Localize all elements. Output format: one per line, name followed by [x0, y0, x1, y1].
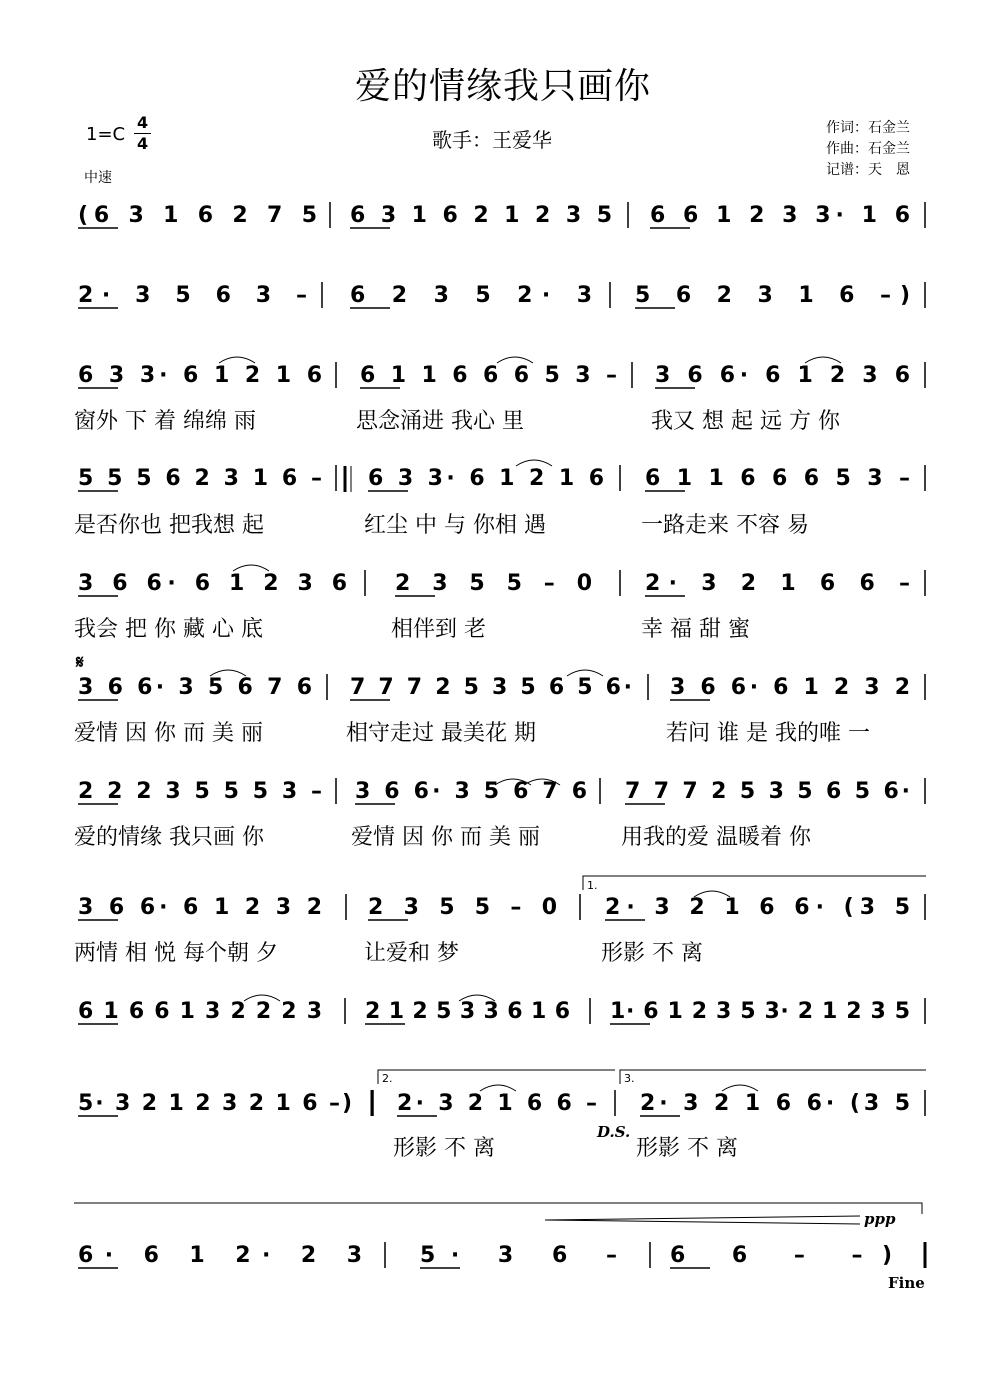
volta-bracket [620, 1070, 926, 1084]
measure-notes: 2· 3 2 1 6 6 – [397, 1091, 597, 1116]
measure-notes: 7 7 7 2 5 3 5 6 5 6· [625, 779, 910, 804]
measure-notes: 6 1 1 6 6 6 5 3 – [645, 466, 910, 491]
lyric-line: 形影 不 离 [636, 1136, 738, 1161]
singer-label: 歌手：王爱华 [432, 128, 552, 152]
measure-notes: 6 2 3 5 2· 3 [350, 283, 592, 308]
dynamic-marking: ppp [864, 1210, 896, 1228]
measure-notes: 6· 6 1 2· 2 3 [78, 1243, 362, 1268]
ds-marking: D.S. [597, 1123, 631, 1141]
measure-notes: 3 6 6· 6 1 2 3 6 [78, 571, 347, 596]
lyric-line: 让爱和 梦 [364, 941, 459, 966]
measure-notes: 3 6 6· 6 1 2 3 2 [78, 895, 322, 920]
lyric-line: 爱情 因 你 而 美 丽 [74, 721, 263, 746]
measure-notes: 3 6 6· 6 1 2 3 2 [670, 675, 910, 700]
lyric-line: 红尘 中 与 你相 遇 [364, 513, 546, 538]
measure-notes: 3 6 6· 3 5 6 7 6 [78, 675, 312, 700]
lyric-line: 形影 不 离 [393, 1136, 495, 1161]
lyric-line: 一路走来 不容 易 [641, 513, 809, 538]
measure-notes: 6 3 1 6 2 1 2 3 5 [350, 203, 612, 228]
diminuendo-line [545, 1220, 860, 1224]
measure-notes: 5 5 5 6 2 3 1 6 – [78, 466, 322, 491]
measure-notes: (6 3 1 6 2 7 5 [78, 203, 317, 228]
measure-notes: 2· 3 2 1 6 6· (3 5 [605, 895, 910, 920]
ending-bracket [74, 1203, 922, 1214]
measure-notes: 2· 3 2 1 6 6· (3 5 [640, 1091, 910, 1116]
lyric-line: 我又 想 起 远 方 你 [651, 409, 840, 434]
volta-label: 1. [587, 879, 598, 892]
composer-credit: 作曲：石金兰 [826, 141, 910, 157]
volta-label: 2. [382, 1072, 393, 1085]
lyric-line: 幸 福 甜 蜜 [641, 617, 750, 642]
measure-notes: 3 6 6· 6 1 2 3 6 [655, 363, 910, 388]
measure-notes: 3 6 6· 3 5 6 7 6 [355, 779, 587, 804]
diminuendo-line [545, 1216, 860, 1220]
lyric-line: 窗外 下 着 绵绵 雨 [74, 409, 256, 434]
transcriber-credit: 记谱：天 恩 [826, 162, 910, 178]
lyric-line: 爱情 因 你 而 美 丽 [351, 825, 540, 850]
lyricist-credit: 作词：石金兰 [826, 120, 910, 136]
lyric-line: 我会 把 你 藏 心 底 [74, 617, 263, 642]
measure-notes: 2 3 5 5 – 0 [368, 895, 557, 920]
measure-notes: 5· 3 6 – [420, 1243, 617, 1268]
key-signature: 1=C [86, 124, 126, 145]
measure-notes: 6 6 1 2 3 3· 1 6 [650, 203, 910, 228]
fine-marking: Fine [888, 1274, 925, 1292]
measure-notes: 7 7 7 2 5 3 5 6 5 6· [350, 675, 632, 700]
time-signature-top: 4 [134, 113, 151, 134]
time-signature-bottom: 4 [137, 134, 149, 153]
volta-bracket [378, 1070, 615, 1084]
measure-notes: 2 2 2 3 5 5 5 3 – [78, 779, 322, 804]
measure-notes: 6 1 6 6 1 3 2 2 2 3 [78, 999, 322, 1024]
measure-notes: 2 3 5 5 – 0 [395, 571, 592, 596]
measure-notes: 6 3 3· 6 1 2 1 6 [78, 363, 322, 388]
lyric-line: 爱的情缘 我只画 你 [74, 825, 264, 850]
lyric-line: 两情 相 悦 每个朝 夕 [74, 941, 278, 966]
tempo-marking: 中速 [84, 170, 112, 186]
measure-notes: 2· 3 2 1 6 6 – [645, 571, 910, 596]
measure-notes: 5 6 2 3 1 6 –) [635, 283, 910, 308]
lyric-line: 若问 谁 是 我的唯 一 [666, 721, 870, 746]
volta-bracket [583, 876, 926, 890]
measure-notes: 5· 3 2 1 2 3 2 1 6 –) [78, 1091, 352, 1116]
measure-notes: 1· 6 1 2 3 5 3· 2 1 2 3 5 [610, 999, 910, 1024]
lyric-line: 相伴到 老 [391, 617, 486, 642]
lyric-line: 是否你也 把我想 起 [74, 513, 264, 538]
song-title: 爱的情缘我只画你 [354, 66, 651, 107]
measure-notes: 6 3 3· 6 1 2 1 6 [368, 466, 604, 491]
lyric-line: 相守走过 最美花 期 [346, 721, 536, 746]
volta-label: 3. [624, 1072, 635, 1085]
lyric-line: 用我的爱 温暖着 你 [621, 825, 811, 850]
measure-notes: 2 1 2 5 3 3 6 1 6 [365, 999, 570, 1024]
measure-notes: 2· 3 5 6 3 – [78, 283, 307, 308]
measure-notes: 6 6 – –) [670, 1243, 892, 1268]
measure-notes: 6 1 1 6 6 6 5 3 – [360, 363, 617, 388]
segno-icon: 𝄋 [76, 652, 84, 673]
lyric-line: 形影 不 离 [601, 941, 703, 966]
lyric-line: 思念涌进 我心 里 [356, 409, 524, 434]
